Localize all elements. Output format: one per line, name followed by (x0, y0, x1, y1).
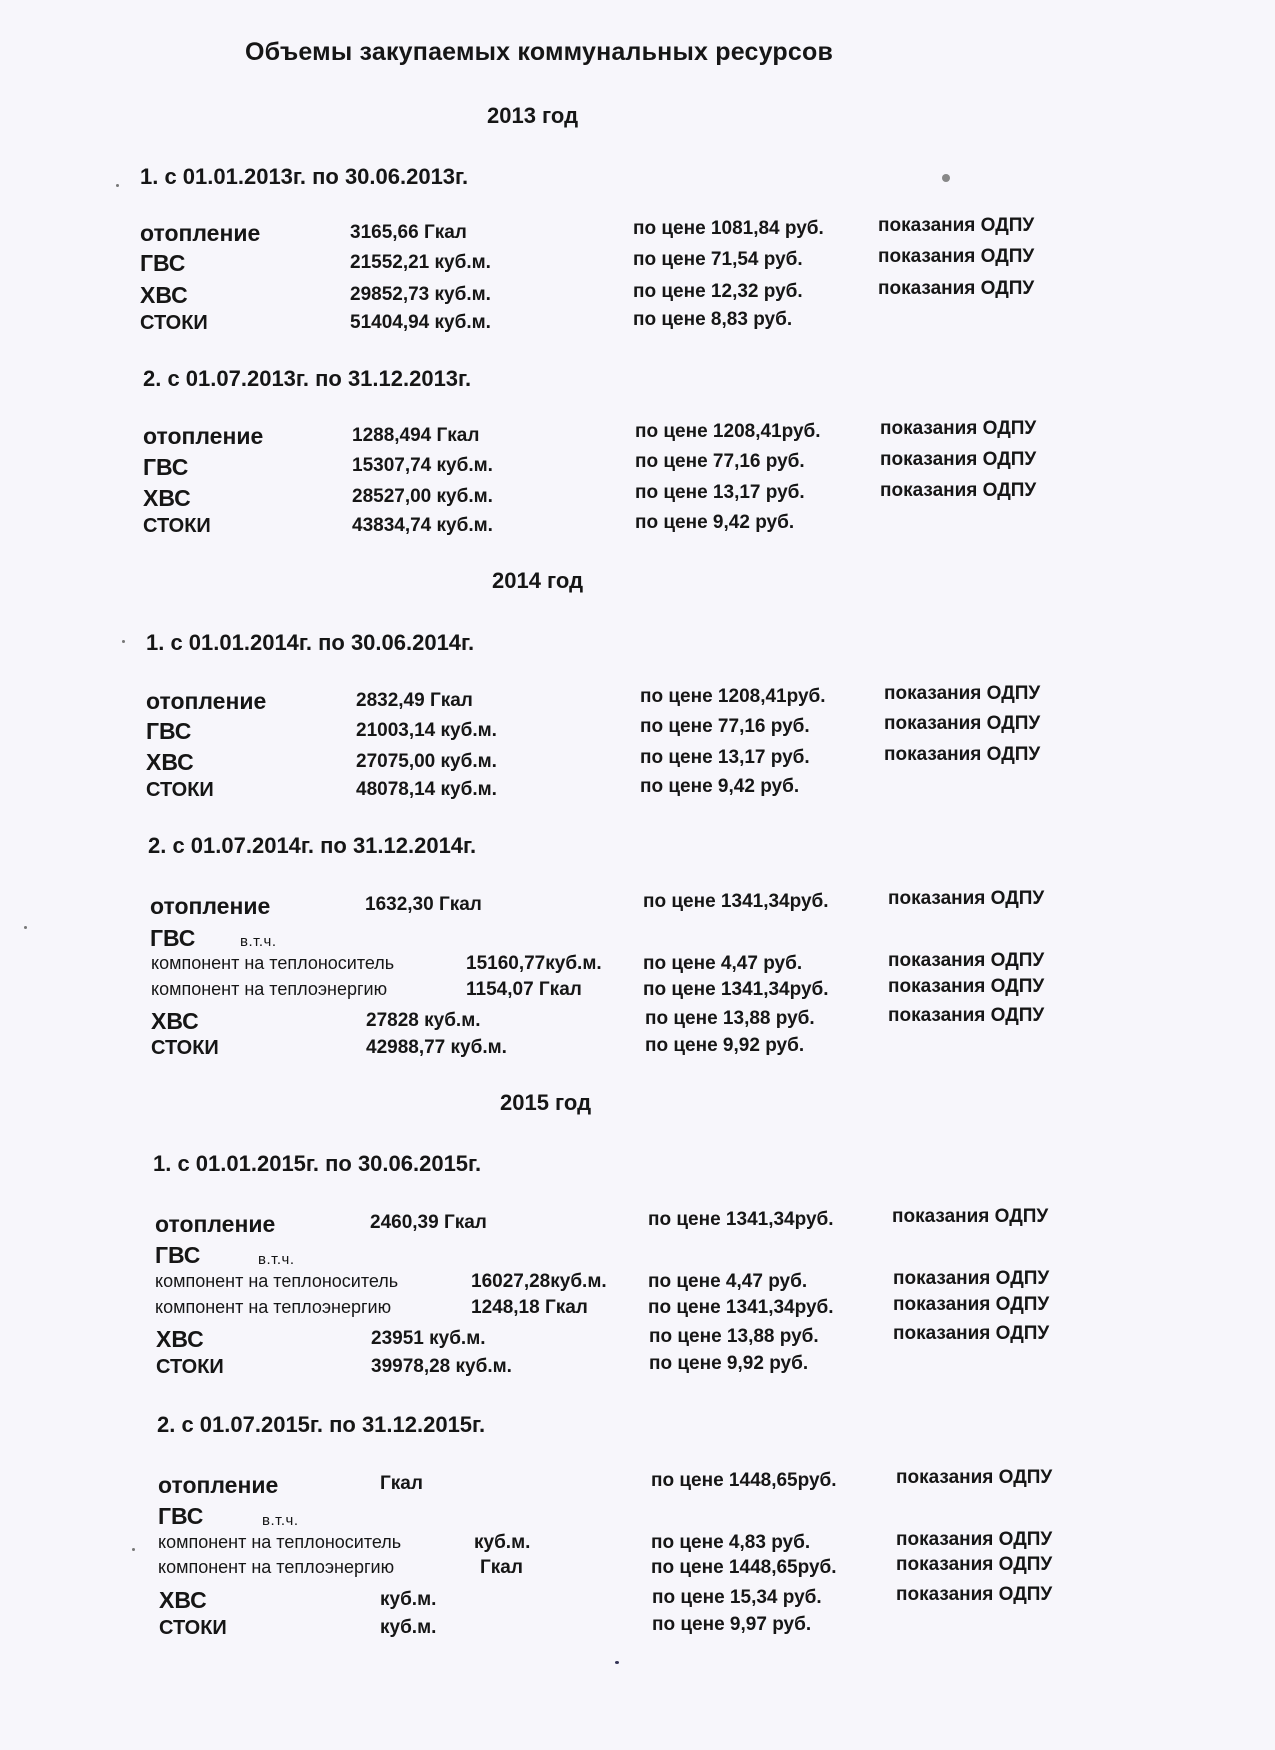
resource-name: компонент на теплоноситель (155, 1271, 399, 1291)
resource-name: ХВС (156, 1326, 204, 1352)
meter-note: показания ОДПУ (878, 246, 1035, 267)
resource-price: по цене 13,17 руб. (635, 482, 805, 503)
resource-name: СТОКИ (140, 312, 208, 334)
including-note: в.т.ч. (258, 1251, 295, 1268)
resource-price: по цене 77,16 руб. (635, 451, 805, 472)
resource-row (0, 449, 1275, 484)
meter-note: показания ОДПУ (896, 1467, 1053, 1488)
resource-row (0, 1353, 1275, 1386)
resource-price: по цене 77,16 руб. (640, 716, 810, 737)
meter-note: показания ОДПУ (888, 888, 1045, 909)
resource-price: по цене 71,54 руб. (633, 249, 803, 270)
resource-row (0, 1614, 1275, 1647)
meter-note: показания ОДПУ (880, 418, 1037, 439)
resource-volume: 1154,07 Гкал (466, 979, 582, 1000)
meter-note: показания ОДПУ (896, 1584, 1053, 1605)
scan-speck (116, 184, 119, 187)
resource-price: по цене 1341,34руб. (648, 1297, 834, 1318)
resource-name: ХВС (151, 1008, 199, 1034)
resource-name: отопление (143, 423, 264, 449)
resource-volume: 21552,21 куб.м. (350, 252, 491, 273)
resource-row (0, 512, 1275, 545)
meter-note: показания ОДПУ (884, 713, 1041, 734)
resource-name: ХВС (146, 749, 194, 775)
resource-row (0, 278, 1275, 312)
resource-name: компонент на теплоэнергию (151, 979, 388, 999)
period-heading: 2. с 01.07.2014г. по 31.12.2014г. (148, 833, 477, 858)
meter-note: показания ОДПУ (878, 278, 1035, 299)
meter-note: показания ОДПУ (880, 480, 1037, 501)
scan-speck (122, 640, 125, 643)
meter-note: показания ОДПУ (884, 683, 1041, 704)
resource-volume: 39978,28 куб.м. (371, 1356, 512, 1377)
including-note: в.т.ч. (262, 1512, 299, 1529)
resource-name: отопление (150, 893, 271, 919)
resource-price: по цене 8,83 руб. (633, 309, 793, 330)
resource-price: по цене 9,92 руб. (645, 1035, 805, 1056)
scan-speck (615, 1661, 619, 1664)
resource-name: СТОКИ (146, 779, 214, 801)
resource-name: компонент на теплоноситель (151, 953, 395, 973)
resource-name: компонент на теплоэнергию (158, 1557, 395, 1577)
resource-name: отопление (158, 1472, 279, 1498)
document-title: Объемы закупаемых коммунальных ресурсов (245, 38, 834, 66)
resource-row (0, 925, 1275, 955)
resource-volume: 51404,94 куб.м. (350, 312, 491, 333)
resource-volume: куб.м. (380, 1617, 437, 1638)
resource-volume: 21003,14 куб.м. (356, 720, 497, 741)
resource-name: отопление (146, 688, 267, 714)
resource-price: по цене 13,88 руб. (649, 1326, 819, 1347)
resource-volume: 27075,00 куб.м. (356, 751, 497, 772)
resource-row (0, 744, 1275, 779)
scan-speck (132, 1548, 135, 1551)
meter-note: показания ОДПУ (880, 449, 1037, 470)
resource-row (0, 1554, 1275, 1587)
resource-row (0, 1206, 1275, 1241)
resource-price: по цене 1341,34руб. (648, 1209, 834, 1230)
resource-volume: 15160,77куб.м. (466, 953, 602, 974)
resource-row (0, 1323, 1275, 1356)
resource-volume: 2460,39 Гкал (370, 1212, 487, 1233)
resource-name: ГВС (140, 250, 186, 276)
scan-speck (24, 926, 27, 929)
resource-price: по цене 4,47 руб. (648, 1271, 808, 1292)
meter-note: показания ОДПУ (893, 1323, 1050, 1344)
resource-name: СТОКИ (151, 1037, 219, 1059)
resource-name: СТОКИ (159, 1617, 227, 1639)
resource-name: ХВС (140, 282, 188, 308)
resource-price: по цене 1448,65руб. (651, 1557, 837, 1578)
resource-price: по цене 9,97 руб. (652, 1614, 812, 1635)
resource-row (0, 1467, 1275, 1502)
resource-name: ГВС (143, 454, 189, 480)
resource-volume: 29852,73 куб.м. (350, 284, 491, 305)
resource-row (0, 1584, 1275, 1617)
year-heading-2013: 2013 год (487, 103, 579, 128)
resource-price: по цене 4,47 руб. (643, 953, 803, 974)
resource-volume: 3165,66 Гкал (350, 222, 467, 243)
resource-name: ГВС (158, 1503, 204, 1529)
period-heading: 1. с 01.01.2013г. по 30.06.2013г. (140, 164, 469, 189)
period-heading: 1. с 01.01.2014г. по 30.06.2014г. (146, 630, 475, 655)
resource-name: ГВС (150, 925, 196, 951)
period-heading: 1. с 01.01.2015г. по 30.06.2015г. (153, 1151, 482, 1176)
resource-volume: 15307,74 куб.м. (352, 455, 493, 476)
meter-note: показания ОДПУ (896, 1529, 1053, 1550)
resource-volume: 28527,00 куб.м. (352, 486, 493, 507)
resource-row (0, 1294, 1275, 1327)
resource-price: по цене 1081,84 руб. (633, 218, 824, 239)
resource-price: по цене 1341,34руб. (643, 979, 829, 1000)
resource-price: по цене 1208,41руб. (640, 686, 826, 707)
resource-row (0, 683, 1275, 718)
resource-volume: 1288,494 Гкал (352, 425, 480, 446)
resource-name: ГВС (146, 718, 192, 744)
year-heading-2015: 2015 год (500, 1090, 592, 1115)
resource-row (0, 1005, 1275, 1038)
resource-volume: 27828 куб.м. (366, 1010, 481, 1031)
resource-volume: 48078,14 куб.м. (356, 779, 497, 800)
resource-row (0, 976, 1275, 1009)
meter-note: показания ОДПУ (888, 976, 1045, 997)
resource-volume: 43834,74 куб.м. (352, 515, 493, 536)
resource-row (0, 309, 1275, 342)
resource-volume: 23951 куб.м. (371, 1328, 486, 1349)
resource-row (0, 1242, 1275, 1272)
meter-note: показания ОДПУ (888, 1005, 1045, 1026)
resource-name: отопление (140, 220, 261, 246)
meter-note: показания ОДПУ (884, 744, 1041, 765)
resource-price: по цене 9,92 руб. (649, 1353, 809, 1374)
resource-price: по цене 13,17 руб. (640, 747, 810, 768)
meter-note: показания ОДПУ (888, 950, 1045, 971)
resource-name: ГВС (155, 1242, 201, 1268)
resource-name: ХВС (143, 485, 191, 511)
meter-note: показания ОДПУ (878, 215, 1035, 236)
resource-row (0, 1037, 1275, 1067)
meter-note: показания ОДПУ (896, 1554, 1053, 1575)
resource-row (0, 888, 1275, 923)
resource-volume: куб.м. (380, 1589, 437, 1610)
resource-volume: 42988,77 куб.м. (366, 1037, 507, 1058)
resource-row (0, 480, 1275, 515)
year-heading-2014: 2014 год (492, 568, 584, 593)
meter-note: показания ОДПУ (893, 1294, 1050, 1315)
resource-volume: 2832,49 Гкал (356, 690, 473, 711)
meter-note: показания ОДПУ (893, 1268, 1050, 1289)
resource-volume: 1632,30 Гкал (365, 894, 482, 915)
resource-row (0, 246, 1275, 280)
including-note: в.т.ч. (240, 933, 277, 950)
period-heading: 2. с 01.07.2015г. по 31.12.2015г. (157, 1412, 486, 1437)
resource-row (0, 215, 1275, 250)
resource-row (0, 418, 1275, 453)
resource-row (0, 1503, 1275, 1533)
resource-price: по цене 1208,41руб. (635, 421, 821, 442)
resource-price: по цене 9,42 руб. (635, 512, 795, 533)
resource-volume: Гкал (480, 1557, 523, 1578)
resource-price: по цене 12,32 руб. (633, 281, 803, 302)
resource-row (0, 776, 1275, 809)
resource-price: по цене 1448,65руб. (651, 1470, 837, 1491)
resource-name: СТОКИ (156, 1356, 224, 1378)
meter-note: показания ОДПУ (892, 1206, 1049, 1227)
resource-volume: Гкал (380, 1473, 423, 1494)
resource-price: по цене 1341,34руб. (643, 891, 829, 912)
resource-name: отопление (155, 1211, 276, 1237)
resource-volume: куб.м. (474, 1532, 531, 1553)
resource-name: компонент на теплоноситель (158, 1532, 402, 1552)
resource-volume: 16027,28куб.м. (471, 1271, 607, 1292)
resource-price: по цене 13,88 руб. (645, 1008, 815, 1029)
resource-volume: 1248,18 Гкал (471, 1297, 588, 1318)
resource-row (0, 713, 1275, 748)
resource-name: СТОКИ (143, 515, 211, 537)
resource-price: по цене 9,42 руб. (640, 776, 800, 797)
resource-price: по цене 15,34 руб. (652, 1587, 822, 1608)
resource-price: по цене 4,83 руб. (651, 1532, 811, 1553)
resource-name: компонент на теплоэнергию (155, 1297, 392, 1317)
scan-speck (942, 174, 950, 182)
period-heading: 2. с 01.07.2013г. по 31.12.2013г. (143, 366, 472, 391)
resource-name: ХВС (159, 1587, 207, 1613)
